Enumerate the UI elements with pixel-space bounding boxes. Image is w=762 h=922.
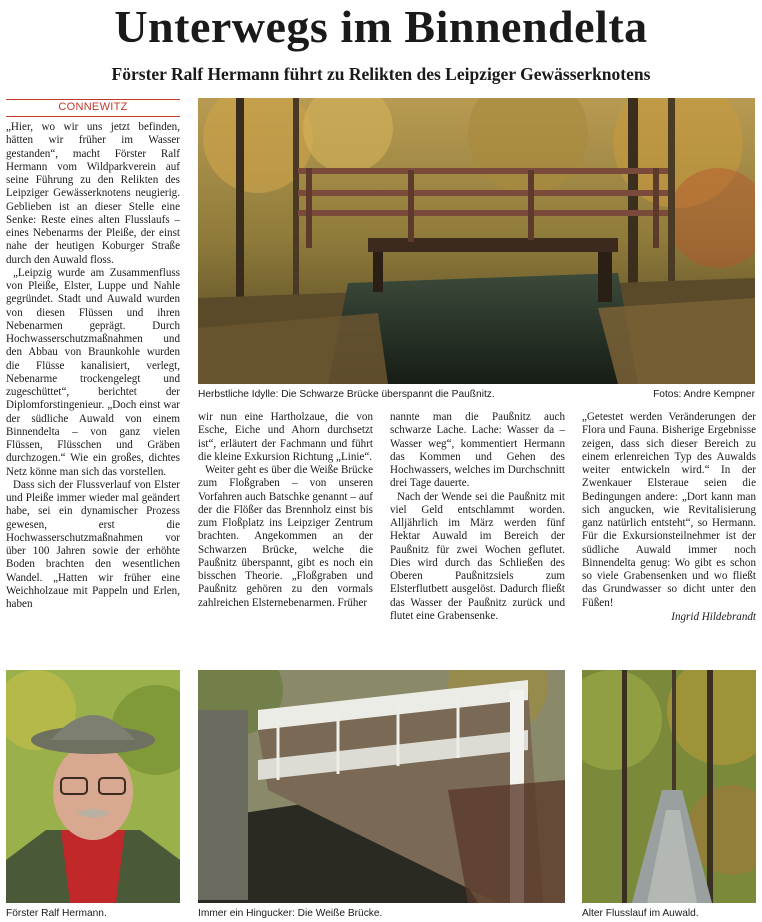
article-column-4: [582, 411, 756, 661]
photo-credit: Fotos: Andre Kempner: [653, 389, 755, 400]
photo-portrait: [6, 670, 180, 903]
paragraph: Nach der Wende sei die Paußnitz mit viel Geld entschlammt worden. Alljährlich im März werden fünf Hektar Auwald im Bereich der Paußnitz für zwei Wochen geflutet. Dies wird durch das Schließen des Oberen Paußnitzsiels zum Elsterflutbett ausgelöst. Dadurch fließt das Wasser der Paußnitz zurück und flutet eine Grabensenke.: [390, 490, 565, 622]
paragraph: Dass sich der Flussverlauf von Elster und Pleiße immer wieder mal geändert habe, sei ein dynamischer Prozess gewesen, erst die Hochwasserschutzmaßnahmen vor über 100 Jahren sowie der erhöhte Boden brachten den wesentlichen Wandel. „Hatten wir früher eine Weichholzaue mit Pappeln und Erlen, haben: [6, 478, 180, 610]
caption-riverbed: Alter Flusslauf im Auwald.: [582, 908, 699, 919]
photo-white-bridge: [198, 670, 565, 903]
headline: Unterwegs im Binnendelta: [114, 1, 648, 52]
paragraph: Weiter geht es über die Weiße Brücke zum Floßgraben – von unseren Vorfahren auch Batschke genannt – auf der die Flößer das Brennholz einst bis zum Floßplatz ins Leipziger Zentrum brachten. Angekommen an der Schwarzen Brücke, welche die Paußnitz überspannt, gibt es noch ein bisschen Theorie. „Floßgraben und Paußnitz gehören zu den vormals zahlreichen Elsternebenarmen. Früher: [198, 464, 373, 609]
kicker: CONNEWITZ: [58, 101, 128, 113]
paragraph: „Hier, wo wir uns jetzt befinden, hätten wir früher im Wasser gestanden“, macht Förster Ralf Hermann vom Wildparkverein auf seine Führung zu den Relikten des Leipziger Gewässerknotens neugierig. Geblieben ist an dieser Stelle eine Senke: Reste eines alten Flusslaufs – eines Nebenarms der Pleiße, der einst nahe der heutigen Koburger Straße durch den Auwald floss.: [6, 121, 180, 266]
photo-black-bridge: [198, 98, 755, 384]
caption-white-bridge: Immer ein Hingucker: Die Weiße Brücke.: [198, 908, 383, 919]
article-column-2: [198, 411, 373, 661]
paragraph: wir nun eine Hartholzaue, die von Esche, Eiche und Ahorn durchsetzt ist“, erläutert der Fachmann und führt die kleine Exkursion Richtung „Linie“.: [198, 411, 373, 463]
paragraph: „Getestet werden Veränderungen der Flora und Fauna. Bisherige Ergebnisse zeigen, dass sich dieser Bereich zu einem erlenreichen Typ des Auwalds weiter entwickeln wird.“ In der Zwenkauer Elsteraue seien die Bedingungen andere: „Dort kann man sich angucken, wie Revitalisierung ganz natürlich entsteht“, so Hermann. Für die Exkursionsteilnehmer ist der südliche Auwald immer noch Binnendelta genug: Wo gibt es schon so viele Grabensenken und wo fließt das Grundwasser so dicht unter den Füßen!: [582, 411, 756, 609]
caption-main-photo: Herbstliche Idylle: Die Schwarze Brücke überspannt die Paußnitz.: [198, 389, 495, 400]
article-column-3: [390, 411, 565, 661]
photo-old-riverbed: [582, 670, 756, 903]
subheadline: Förster Ralf Hermann führt zu Relikten des Leipziger Gewässerknotens: [111, 64, 651, 84]
article-column-1: [6, 121, 180, 656]
author-byline: Ingrid Hildebrandt: [671, 610, 756, 623]
kicker-rule-top: [6, 99, 180, 100]
caption-portrait: Förster Ralf Hermann.: [6, 908, 107, 919]
paragraph: nannte man die Paußnitz auch schwarze Lache. Lache: Wasser da – Wasser weg“, kommentiert Hermann das Kommen und Gehen des Hochwassers, welches im Durchschnitt drei Tage dauerte.: [390, 411, 565, 490]
kicker-rule-bottom: [6, 116, 180, 117]
paragraph: „Leipzig wurde am Zusammenfluss von Pleiße, Elster, Luppe und Nahle gegründet. Stadt und Auwald wurden von diesen Flüssen und ihren Nebenarmen geprägt. Durch Hochwasserschutzmaßnahmen und den Abbau von Braunkohle wurden die Flüsse kanalisiert, verlegt, Nebenarme trockengelegt und zugeschüttet“, berichtet der Diplomforstingenieur. „Doch einst war der südliche Auwald von einem Binnendelta – von ganz vielen Flüssen, Flüsschen und Gräben durchzogen.“ Wie ein großes, dichtes Netz könne man sich das vorstellen.: [6, 266, 180, 478]
